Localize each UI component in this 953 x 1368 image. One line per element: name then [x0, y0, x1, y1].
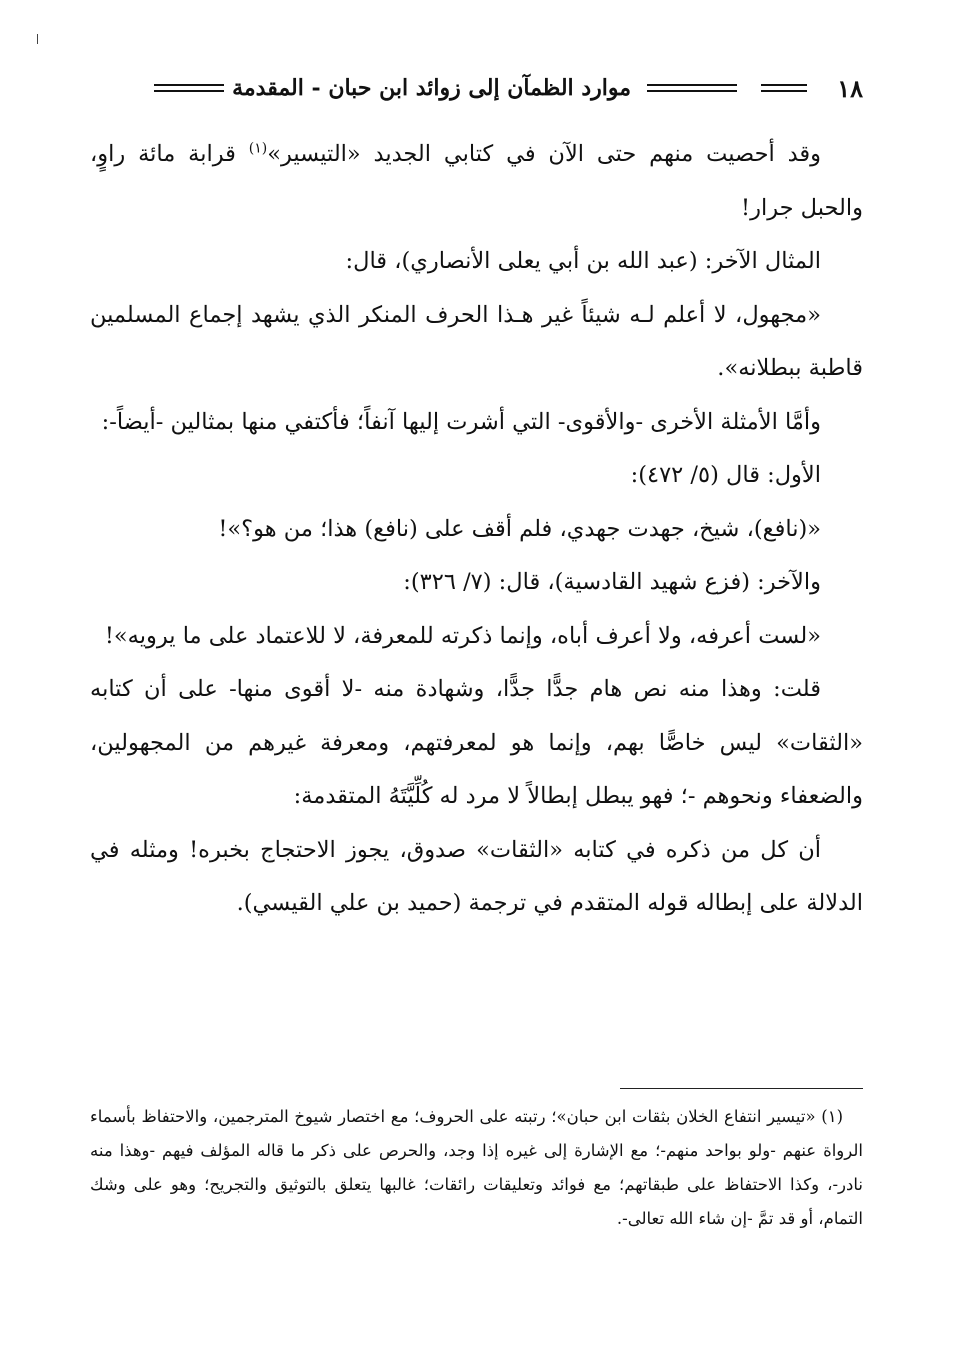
paragraph-2: المثال الآخر: (عبد الله بن أبي يعلى الأنصاري)، قال:: [345, 248, 821, 274]
running-title: موارد الظمآن إلى زوائد ابن حبان - المقدمة: [232, 75, 631, 101]
main-text: [90, 128, 863, 931]
paragraph-9: قلت: وهذا منه نص هام جدًّا جدًّا، وشهادة منه -لا أقوى منها- على أن كتابه «الثقات» ليس خاصًّا بهم، وإنما هو لمعرفتهم، ومعرفة غيرهم من المجهولين، والضعفاء ونحوهم -؛ فهو يبطل إبطالاً لا مرد له كُلِّيَّتَهُ المتقدمة:: [90, 676, 863, 809]
paragraph-4: وأمَّا الأمثلة الأخرى -والأقوى- التي أشرت إليها آنفاً؛ فأكتفي منها بمثالين -أيضاً-:: [101, 408, 821, 435]
page-number: ١٨: [837, 73, 863, 103]
paragraph-1: [90, 128, 863, 235]
paragraph-6: «(نافع)، شيخ، جهدت جهدي، فلم أقف على (نافع) هذا؛ من هو؟»!: [218, 515, 821, 542]
running-header: [90, 68, 863, 108]
header-rule-left: [154, 83, 224, 93]
footnote-divider: [620, 1088, 863, 1089]
paragraph-10: أن كل من ذكره في كتابه «الثقات» صدوق، يجوز الاحتجاج بخبره! ومثله في الدلالة على إبطاله قوله المتقدم في ترجمة (حميد بن علي القيسي).: [90, 836, 863, 916]
paragraph-7: والآخر: (فزع شهيد القادسية)، قال: (٧/ ٣٢٦):: [403, 569, 821, 595]
scan-mark: [37, 34, 38, 44]
paragraph-1-text: وقد أحصيت منهم حتى الآن في كتابي الجديد «التيسير»: [267, 141, 821, 167]
paragraph-8: «لست أعرفه، ولا أعرف أباه، وإنما ذكرته للمعرفة، لا للاعتماد على ما يرويه»!: [104, 622, 821, 649]
paragraph-3: «مجهول، لا أعلم لـه شيئاً غير هـذا الحرف المنكر الذي يشهد إجماع المسلمين قاطبة ببطلانه».: [90, 301, 863, 381]
footnote: (١) «تيسير انتفاع الخلان بثقات ابن حبان»؛ رتبته على الحروف؛ مع اختصار شيوخ المترجمين، والاحتفاظ بأسماء الرواة عنهم -ولو بواحد منهم-؛ مع الإشارة إلى غيره إذا وجد، والحرص على ذكر ما قاله المؤلف فيهم -وهذا منه نادر-، وكذا الاحتفاظ على طبقاتهم؛ مع فوائد وتعليقات رائقات؛ غالبها يتعلق بالتوثيق والتجريح؛ وهو على وشك التمام، أو قد تمَّ -إن شاء الله تعالى-.: [90, 1107, 863, 1228]
paragraph-1-text-cont: قرابة مائة راوٍ، والحبل جرار!: [90, 141, 863, 221]
header-rule-middle: [639, 83, 745, 93]
footnote-reference: (١): [248, 140, 268, 157]
header-rule-right: [761, 83, 807, 93]
paragraph-5: الأول: قال (٥/ ٤٧٢):: [630, 462, 821, 488]
